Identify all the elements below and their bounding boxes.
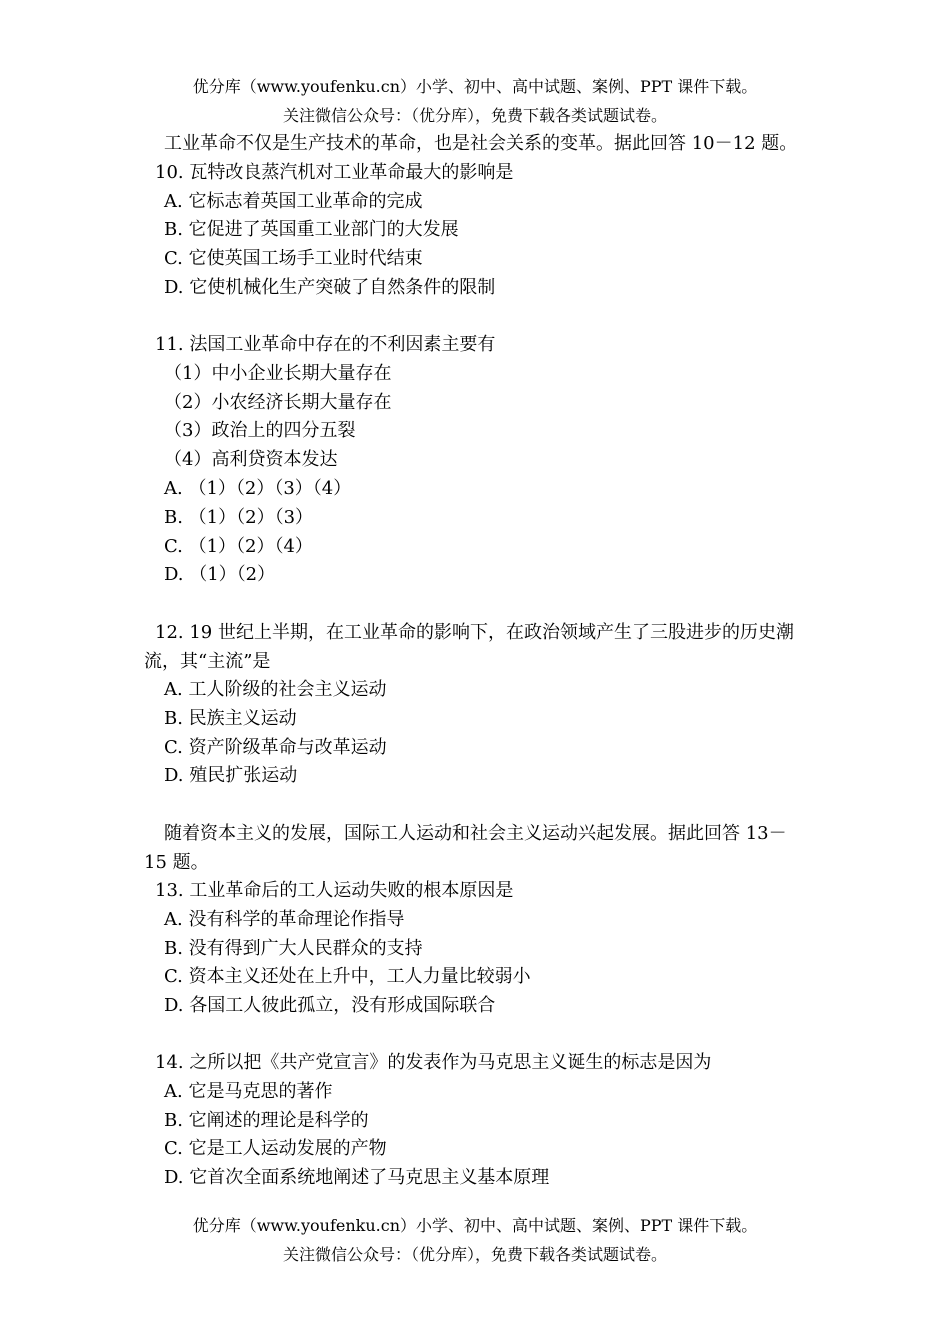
question-10-stem: 10. 瓦特改良蒸汽机对工业革命最大的影响是 [155, 162, 514, 183]
question-14-option-c: C. 它是工人运动发展的产物 [164, 1138, 387, 1159]
question-10-option-d: D. 它使机械化生产突破了自然条件的限制 [164, 277, 496, 298]
page-footer-line-1: 优分库（www.youfenku.cn）小学、初中、高中试题、案例、PPT 课件下载。 [192, 1216, 758, 1235]
question-11-option-b: B. （1）（2）（3） [164, 507, 314, 528]
question-12-stem-line-2: 流，其“主流”是 [144, 651, 271, 672]
question-12-option-d: D. 殖民扩张运动 [164, 765, 298, 786]
question-14-option-a: A. 它是马克思的著作 [164, 1081, 333, 1102]
section-2-intro-line-1: 随着资本主义的发展，国际工人运动和社会主义运动兴起发展。据此回答 13－ [164, 823, 787, 844]
question-10-option-a: A. 它标志着英国工业革命的完成 [164, 191, 423, 212]
question-11-option-c: C. （1）（2）（4） [164, 536, 313, 557]
page-header-line-1: 优分库（www.youfenku.cn）小学、初中、高中试题、案例、PPT 课件下载。 [192, 77, 758, 96]
question-12-stem-line-1: 12. 19 世纪上半期，在工业革命的影响下，在政治领域产生了三股进步的历史潮 [155, 622, 794, 643]
section-2-intro-line-2: 15 题。 [144, 852, 209, 873]
question-13-option-a: A. 没有科学的革命理论作指导 [164, 909, 405, 930]
question-13-option-b: B. 没有得到广大人民群众的支持 [164, 938, 423, 959]
question-11-option-a: A. （1）（2）（3）（4） [164, 478, 352, 499]
question-14-stem: 14. 之所以把《共产党宣言》的发表作为马克思主义诞生的标志是因为 [155, 1052, 712, 1073]
page-footer-line-2: 关注微信公众号：（优分库），免费下载各类试题试卷。 [282, 1245, 667, 1264]
question-10-option-b: B. 它促进了英国重工业部门的大发展 [164, 219, 459, 240]
question-11-item-4: （4）高利贷资本发达 [164, 449, 338, 470]
question-11-item-1: （1）中小企业长期大量存在 [164, 363, 392, 384]
question-12-option-a: A. 工人阶级的社会主义运动 [164, 679, 387, 700]
question-11-item-3: （3）政治上的四分五裂 [164, 420, 356, 441]
question-11-option-d: D. （1）（2） [164, 564, 276, 585]
question-12-option-c: C. 资产阶级革命与改革运动 [164, 737, 387, 758]
question-13-stem: 13. 工业革命后的工人运动失败的根本原因是 [155, 880, 514, 901]
question-10-option-c: C. 它使英国工场手工业时代结束 [164, 248, 423, 269]
question-13-option-c: C. 资本主义还处在上升中，工人力量比较弱小 [164, 966, 531, 987]
page-header-line-2: 关注微信公众号：（优分库），免费下载各类试题试卷。 [282, 106, 667, 125]
question-12-option-b: B. 民族主义运动 [164, 708, 297, 729]
question-14-option-b: B. 它阐述的理论是科学的 [164, 1110, 369, 1131]
section-1-intro: 工业革命不仅是生产技术的革命，也是社会关系的变革。据此回答 10－12 题。 [164, 133, 798, 154]
question-14-option-d: D. 它首次全面系统地阐述了马克思主义基本原理 [164, 1167, 550, 1188]
question-11-stem: 11. 法国工业革命中存在的不利因素主要有 [155, 334, 496, 355]
question-11-item-2: （2）小农经济长期大量存在 [164, 392, 392, 413]
question-13-option-d: D. 各国工人彼此孤立，没有形成国际联合 [164, 995, 496, 1016]
